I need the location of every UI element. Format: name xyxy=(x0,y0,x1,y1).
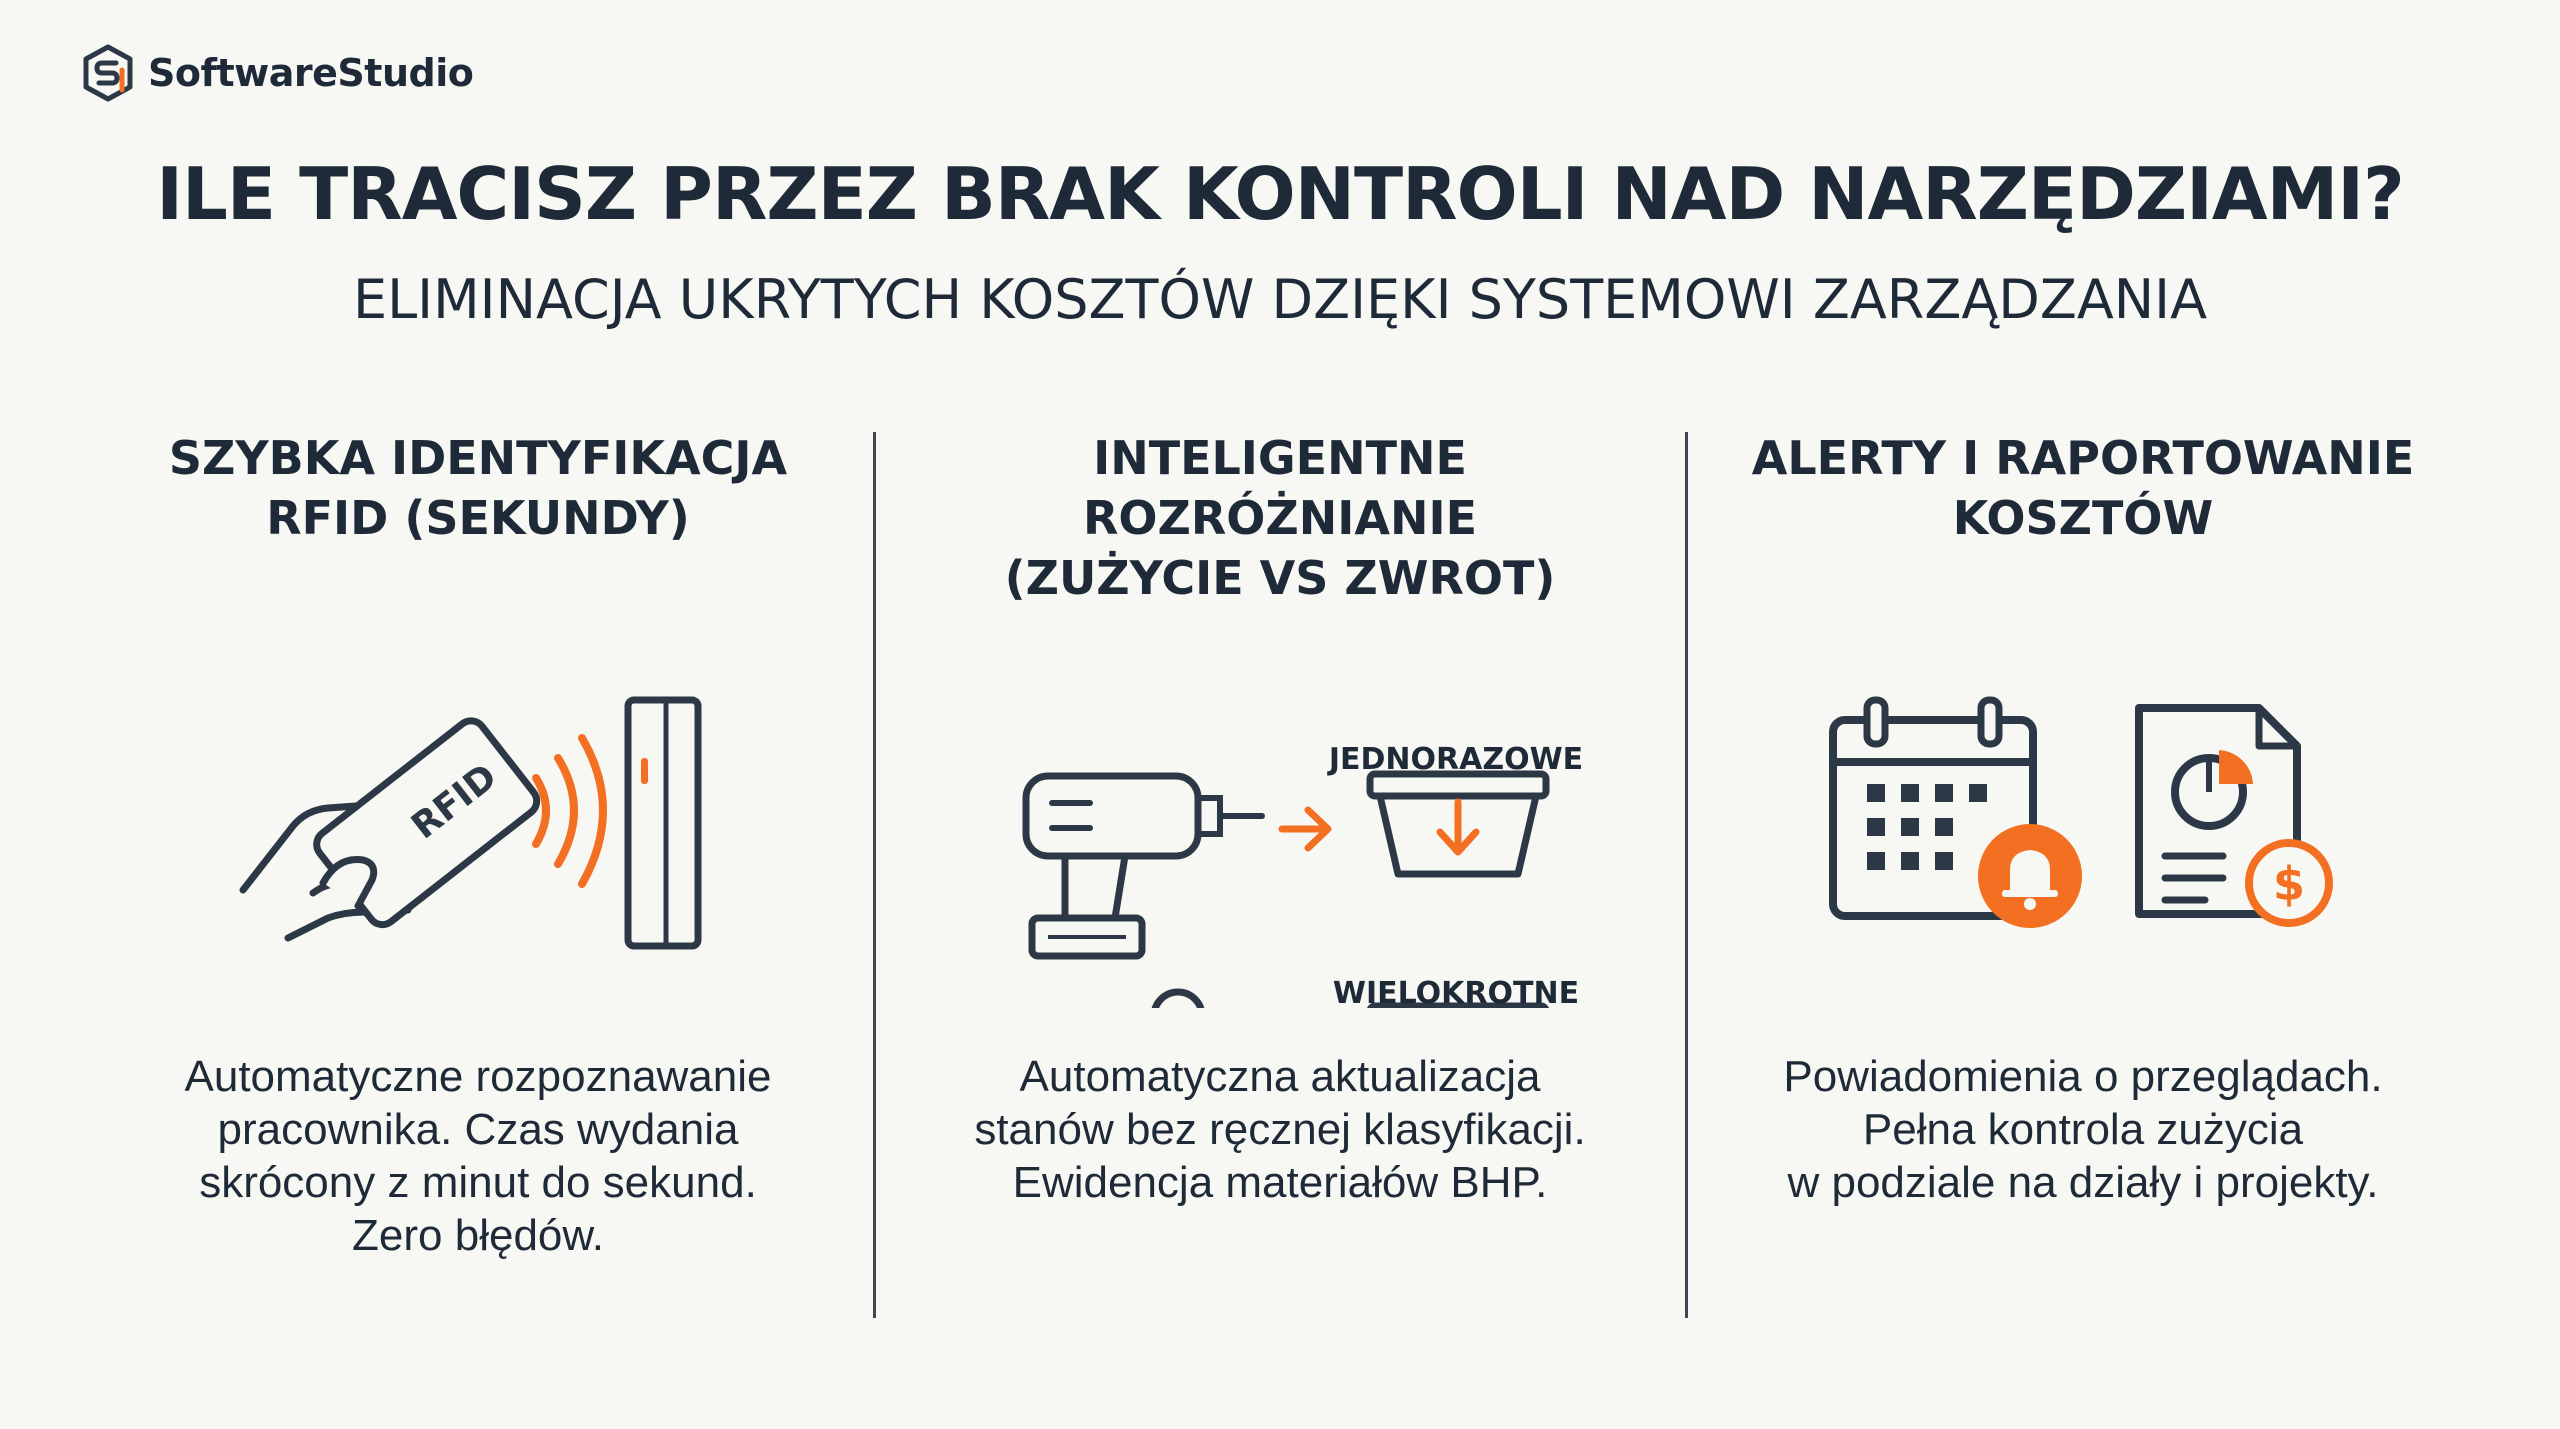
rfid-card-label: RFID xyxy=(404,756,505,848)
bin-down-icon xyxy=(1370,774,1546,874)
usage-classification-illustration xyxy=(890,588,1670,1008)
column-divider-left xyxy=(873,432,876,1318)
wrench-icon xyxy=(1025,992,1202,1008)
feature-title: SZYBKA IDENTYFIKACJA RFID (SEKUNDY) xyxy=(168,431,788,545)
report-dollar-icon xyxy=(2139,708,2329,923)
page-subtitle: ELIMINACJA UKRYTYCH KOSZTÓW DZIĘKI SYSTEMOWI ZARZĄDZANIA xyxy=(352,268,2208,331)
drill-icon xyxy=(1026,776,1262,956)
feature-title: INTELIGENTNE ROZRÓŻNIANIE (ZUŻYCIE VS ZWROT) xyxy=(1004,431,1556,605)
column-divider-right xyxy=(1685,432,1688,1318)
feature-description: Automatyczne rozpoznawanie pracownika. Czas wydania skrócony z minut do sekund. Zero błędów. xyxy=(184,1052,772,1260)
label-disposable: JEDNORAZOWE xyxy=(1328,742,1584,777)
feature-column-rfid xyxy=(88,428,868,1260)
feature-column-alerts xyxy=(1693,428,2473,1207)
calendar-bell-icon xyxy=(1833,700,2082,928)
feature-description: Automatyczna aktualizacja stanów bez ręcznej klasyfikacji. Ewidencja materiałów BHP. xyxy=(974,1052,1586,1207)
brand-name: SoftwareStudio xyxy=(148,51,474,95)
alerts-reporting-illustration xyxy=(1693,588,2473,1008)
page-title: ILE TRACISZ PRZEZ BRAK KONTROLI NAD NARZĘDZIAMI? xyxy=(156,152,2404,236)
feature-title: ALERTY I RAPORTOWANIE KOSZTÓW xyxy=(1751,431,2415,545)
rfid-card-reader-icon xyxy=(88,588,868,1008)
arrow-right-icon xyxy=(1282,810,1328,848)
brand-logo xyxy=(82,40,473,106)
svg-text:$: $ xyxy=(2272,857,2306,911)
softwarestudio-logo-icon xyxy=(82,44,134,102)
feature-description: Powiadomienia o przeglądach. Pełna kontrola zużycia w podziale na działy i projekty. xyxy=(1783,1052,2383,1207)
label-reusable: WIELOKROTNE xyxy=(1332,976,1580,1011)
feature-column-classification xyxy=(890,428,1670,1207)
